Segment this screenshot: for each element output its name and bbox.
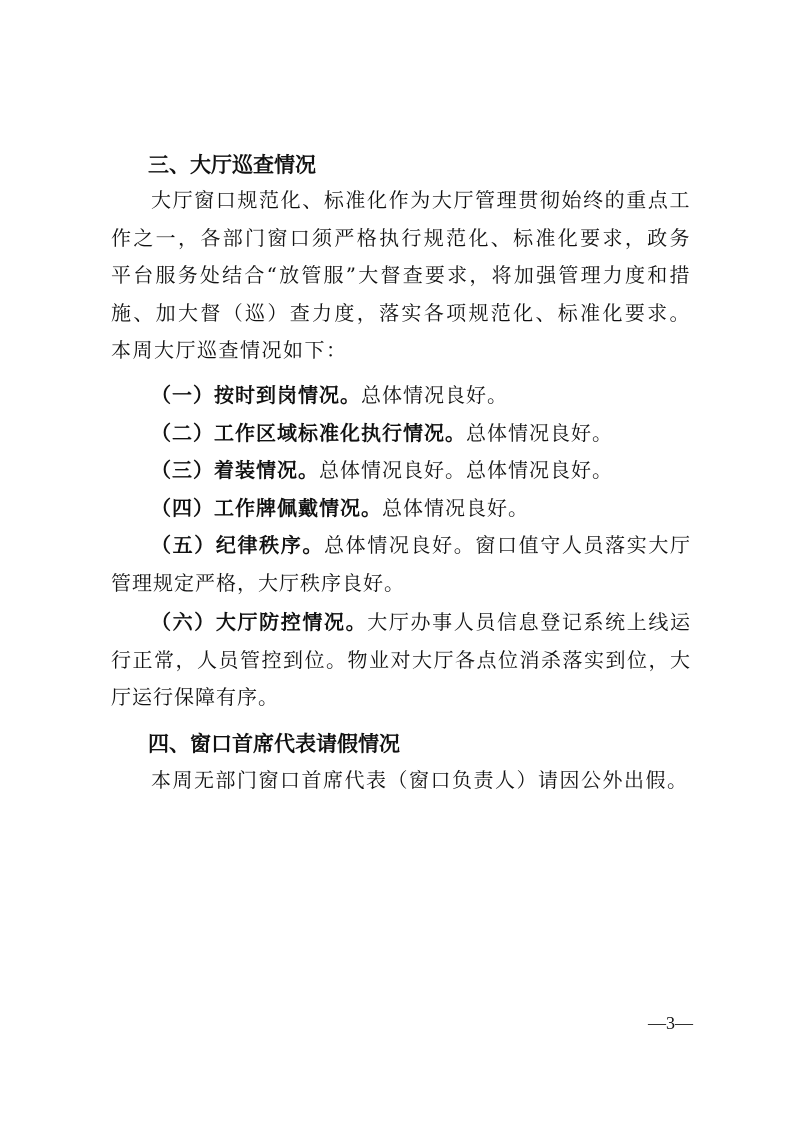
list-item-4-text: 总体情况良好。 [382,496,529,520]
list-item-4 [111,490,691,528]
list-item-2-text: 总体情况良好。 [466,421,613,445]
list-item-5-text: 总体情况良好。窗口值守人员落实大厅管理规定严格，大厅秩序良好。 [111,533,691,595]
section-3-intro: 大厅窗口规范化、标准化作为大厅管理贯彻始终的重点工作之一，各部门窗口须严格执行规范化、标准化要求，政务平台服务处结合“放管服”大督查要求，将加强管理力度和措施、加大督（巡）查力度，落实各项规范化、标准化要求。本周大厅巡查情况如下： [111,188,691,362]
page-number: —3— [648,1013,693,1033]
list-item-6-text: 大厅办事人员信息登记系统上线运行正常，人员管控到位。物业对大厅各点位消杀落实到位，大厅运行保障有序。 [111,610,691,709]
list-item-6 [111,604,691,717]
list-item-1-text: 总体情况良好。 [361,383,508,407]
section-3-heading: 三、大厅巡查情况 [148,153,316,177]
section-4-heading: 四、窗口首席代表请假情况 [148,732,400,756]
list-item-3 [111,452,691,490]
list-item-5 [111,527,691,602]
list-item-3-text: 总体情况良好。总体情况良好。 [319,458,613,482]
list-item-2 [111,415,691,453]
list-item-6-lead: （六）大厅防控情况。 [151,610,368,634]
list-item-1 [111,377,691,415]
list-item-3-lead: （三）着装情况。 [151,458,319,482]
list-item-2-lead: （二）工作区域标准化执行情况。 [151,421,466,445]
list-item-4-lead: （四）工作牌佩戴情况。 [151,496,382,520]
list-item-1-lead: （一）按时到岗情况。 [151,383,361,407]
list-item-5-lead: （五）纪律秩序。 [151,533,324,557]
section-4-text: 本周无部门窗口首席代表（窗口负责人）请因公外出假。 [151,768,689,792]
